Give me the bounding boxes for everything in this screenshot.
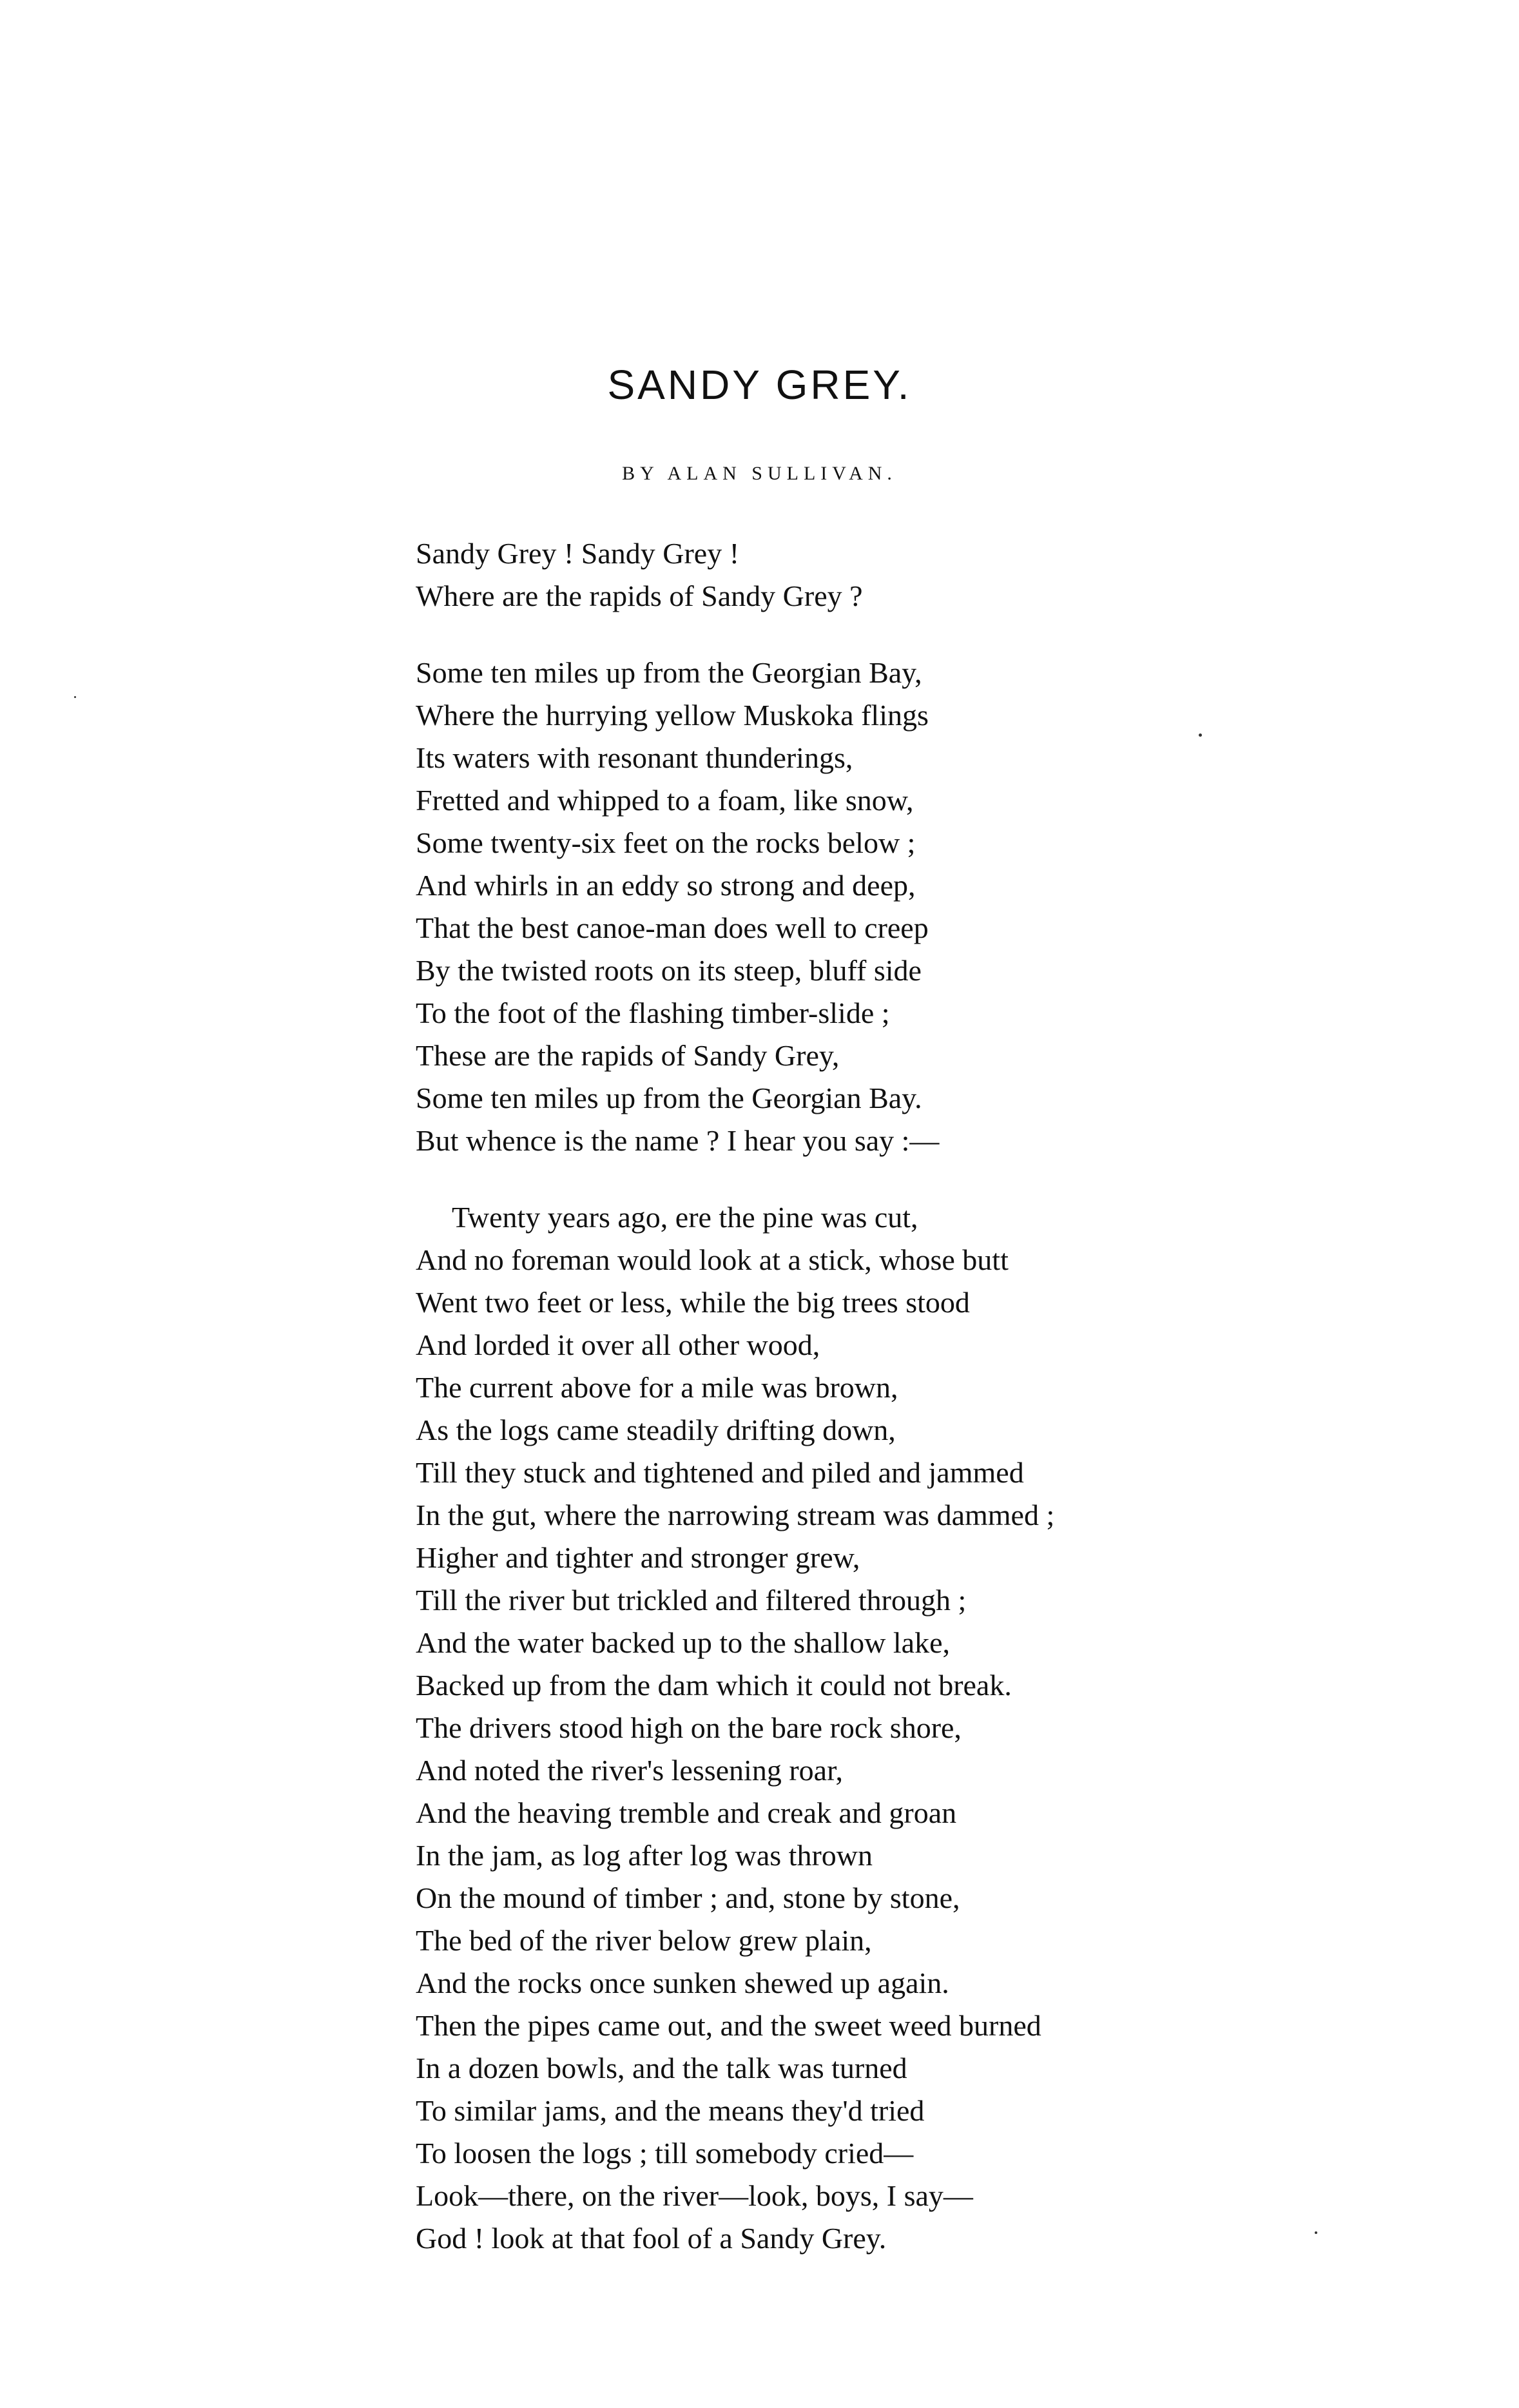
poem-line: Some ten miles up from the Georgian Bay. xyxy=(416,1082,922,1114)
poem-line: Its waters with resonant thunderings, xyxy=(416,741,853,774)
poem-line: On the mound of timber ; and, stone by stone, xyxy=(416,1881,960,1914)
poem-line: Went two feet or less, while the big trees stood xyxy=(416,1286,970,1319)
poem-line: In the gut, where the narrowing stream was dammed ; xyxy=(416,1499,1055,1531)
poem-line: Then the pipes came out, and the sweet weed burned xyxy=(416,2009,1041,2042)
scan-speck xyxy=(74,696,76,698)
poem-line: And the water backed up to the shallow lake, xyxy=(416,1626,951,1659)
poem-line: That the best canoe-man does well to creep xyxy=(416,911,929,944)
poem-line: Look—there, on the river—look, boys, I say— xyxy=(416,2179,973,2212)
poem-line: Where the hurrying yellow Muskoka flings xyxy=(416,699,929,732)
poem-line: And the rocks once sunken shewed up again. xyxy=(416,1966,949,1999)
poem-line: These are the rapids of Sandy Grey, xyxy=(416,1039,840,1072)
poem-line: Till they stuck and tightened and piled and jammed xyxy=(416,1456,1024,1489)
poem-line: Backed up from the dam which it could not break. xyxy=(416,1669,1012,1702)
poem-line: Some twenty-six feet on the rocks below ; xyxy=(416,826,916,859)
poem-byline: BY ALAN SULLIVAN. xyxy=(622,463,897,484)
poem-line: To loosen the logs ; till somebody cried— xyxy=(416,2137,914,2170)
poem-line: In the jam, as log after log was thrown xyxy=(416,1839,873,1872)
poem-line: The bed of the river below grew plain, xyxy=(416,1924,872,1957)
poem-line: By the twisted roots on its steep, bluff side xyxy=(416,954,922,987)
poem-line: Sandy Grey ! Sandy Grey ! xyxy=(416,537,740,570)
poem-line: Fretted and whipped to a foam, like snow, xyxy=(416,784,914,817)
poem-line: The current above for a mile was brown, xyxy=(416,1371,898,1404)
stanza-3 xyxy=(416,1196,1479,2260)
scan-speck xyxy=(1315,2231,1317,2234)
poem-line: To the foot of the flashing timber-slide ; xyxy=(416,996,890,1029)
poem-line: Twenty years ago, ere the pine was cut, xyxy=(452,1201,918,1234)
poem-line: Where are the rapids of Sandy Grey ? xyxy=(416,579,863,612)
poem-line: And noted the river's lessening roar, xyxy=(416,1754,844,1787)
poem-line: God ! look at that fool of a Sandy Grey. xyxy=(416,2222,887,2255)
poem-line: Some ten miles up from the Georgian Bay, xyxy=(416,656,922,689)
poem-line: To similar jams, and the means they'd tried xyxy=(416,2094,925,2127)
poem-line: And no foreman would look at a stick, whose butt xyxy=(416,1243,1009,1276)
poem-line: But whence is the name ? I hear you say :— xyxy=(416,1124,940,1157)
poem-line: As the logs came steadily drifting down, xyxy=(416,1413,896,1446)
stanza-2 xyxy=(416,652,1479,1162)
poem-line: The drivers stood high on the bare rock shore, xyxy=(416,1711,962,1744)
poem-line: Till the river but trickled and filtered through ; xyxy=(416,1584,967,1617)
poem-line: And lorded it over all other wood, xyxy=(416,1328,820,1361)
poem-line: And the heaving tremble and creak and groan xyxy=(416,1796,957,1829)
poem-line: Higher and tighter and stronger grew, xyxy=(416,1541,860,1574)
scan-speck xyxy=(1199,733,1202,737)
poem-line: And whirls in an eddy so strong and deep, xyxy=(416,869,916,902)
poem-body xyxy=(416,532,1479,2260)
poem-title: SANDY GREY. xyxy=(607,362,912,408)
stanza-1 xyxy=(416,532,1479,617)
poem-line: In a dozen bowls, and the talk was turned xyxy=(416,2052,907,2084)
